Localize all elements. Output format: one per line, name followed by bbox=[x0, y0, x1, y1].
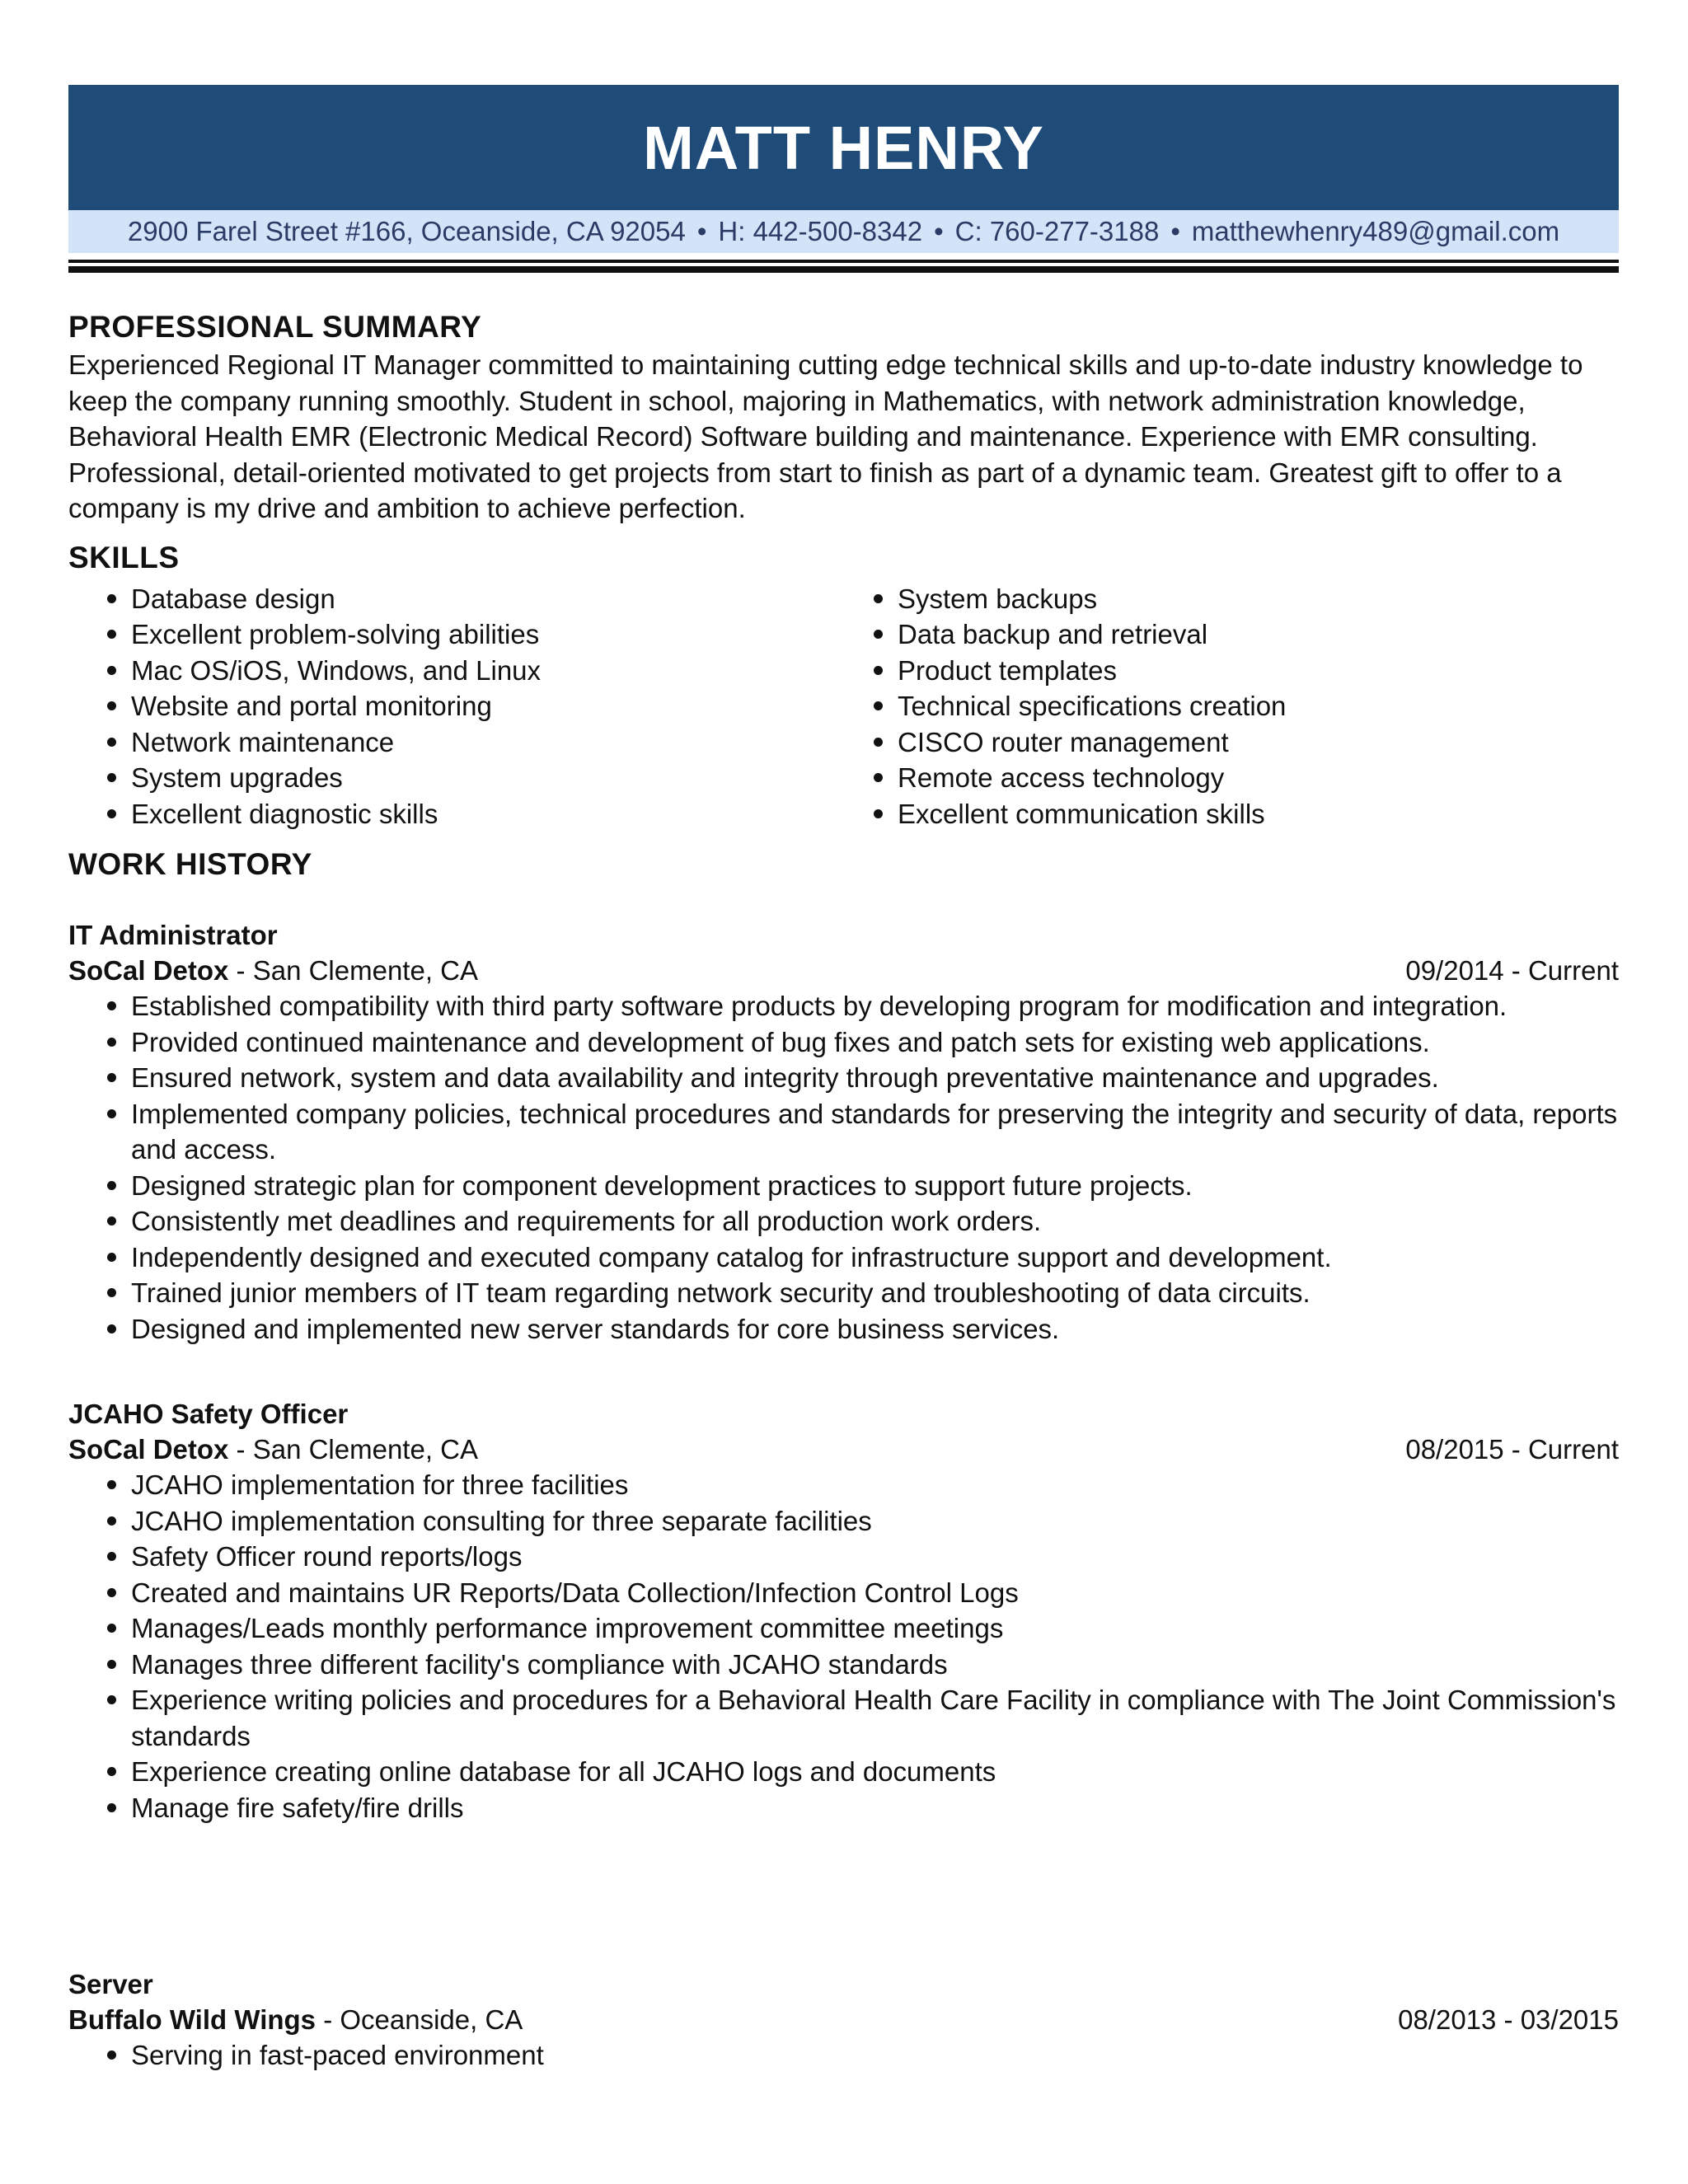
skill-item: Network maintenance bbox=[68, 724, 843, 761]
job-bullet: Implemented company policies, technical procedures and standards for preserving the integrity and security of data, reports and access. bbox=[68, 1096, 1619, 1168]
skill-item: System backups bbox=[835, 581, 1610, 617]
skill-item: Excellent communication skills bbox=[835, 796, 1610, 832]
bullet-separator: • bbox=[696, 216, 707, 246]
address: 2900 Farel Street #166, Oceanside, CA 92054 bbox=[127, 216, 686, 246]
job-bullet: Established compatibility with third party software products by developing program for modification and integration. bbox=[68, 988, 1619, 1024]
job-meta-line bbox=[68, 1432, 1619, 1467]
job-bullets bbox=[68, 988, 1619, 1347]
job-bullets bbox=[68, 2037, 1619, 2074]
job-bullet: Experience creating online database for all JCAHO logs and documents bbox=[68, 1754, 1619, 1790]
skills-heading: SKILLS bbox=[68, 540, 180, 574]
job-title: JCAHO Safety Officer bbox=[68, 1399, 349, 1429]
job-bullet: Created and maintains UR Reports/Data Collection/Infection Control Logs bbox=[68, 1575, 1619, 1611]
skill-item: Remote access technology bbox=[835, 760, 1610, 796]
job-bullet: Independently designed and executed company catalog for infrastructure support and development. bbox=[68, 1240, 1619, 1276]
header-divider-thin bbox=[68, 260, 1619, 263]
job-dates: 08/2013 - 03/2015 bbox=[1398, 2004, 1619, 2035]
skills-list-right bbox=[835, 581, 1610, 832]
bullet-separator: • bbox=[1170, 216, 1180, 246]
skill-item: Website and portal monitoring bbox=[68, 688, 843, 724]
skill-item: Data backup and retrieval bbox=[835, 616, 1610, 653]
company-name: SoCal Detox bbox=[68, 955, 229, 986]
job-meta-line bbox=[68, 2002, 1619, 2037]
job-bullet: Experience writing policies and procedures for a Behavioral Health Care Facility in compliance with The Joint Commission's standards bbox=[68, 1682, 1619, 1754]
job-bullet: Designed and implemented new server standards for core business services. bbox=[68, 1311, 1619, 1347]
candidate-name: MATT HENRY bbox=[643, 113, 1044, 182]
job-bullet: Serving in fast-paced environment bbox=[68, 2037, 1619, 2074]
job-location: - Oceanside, CA bbox=[316, 2004, 523, 2035]
skill-item: Product templates bbox=[835, 653, 1610, 689]
company-name: Buffalo Wild Wings bbox=[68, 2004, 316, 2035]
job-dates: 08/2015 - Current bbox=[1405, 1434, 1619, 1465]
job-title: IT Administrator bbox=[68, 920, 278, 950]
skill-item: Excellent problem-solving abilities bbox=[68, 616, 843, 653]
job-entry bbox=[68, 1966, 1619, 2074]
job-location: - San Clemente, CA bbox=[228, 1434, 478, 1465]
job-entry bbox=[68, 917, 1619, 1347]
skill-item: Mac OS/iOS, Windows, and Linux bbox=[68, 653, 843, 689]
work-section bbox=[68, 845, 1619, 2074]
job-bullet: Designed strategic plan for component development practices to support future projects. bbox=[68, 1168, 1619, 1204]
job-bullet: Safety Officer round reports/logs bbox=[68, 1539, 1619, 1575]
work-heading: WORK HISTORY bbox=[68, 847, 312, 881]
summary-heading: PROFESSIONAL SUMMARY bbox=[68, 310, 482, 344]
skill-item: Database design bbox=[68, 581, 843, 617]
job-meta-line bbox=[68, 953, 1619, 988]
resume-page bbox=[68, 85, 1619, 2074]
job-bullet: Manage fire safety/fire drills bbox=[68, 1790, 1619, 1826]
job-list bbox=[68, 917, 1619, 2074]
name-banner bbox=[68, 85, 1619, 210]
home-phone: H: 442-500-8342 bbox=[718, 216, 923, 246]
skill-item: Excellent diagnostic skills bbox=[68, 796, 843, 832]
job-bullet: Trained junior members of IT team regarding network security and troubleshooting of data circuits. bbox=[68, 1275, 1619, 1311]
job-dates: 09/2014 - Current bbox=[1405, 955, 1619, 986]
skill-item: CISCO router management bbox=[835, 724, 1610, 761]
job-bullet: Consistently met deadlines and requirements for all production work orders. bbox=[68, 1203, 1619, 1240]
job-title: Server bbox=[68, 1969, 153, 1999]
job-bullet: Ensured network, system and data availability and integrity through preventative maintenance and upgrades. bbox=[68, 1060, 1619, 1096]
job-location: - San Clemente, CA bbox=[228, 955, 478, 986]
contact-bar bbox=[68, 210, 1619, 253]
skills-section bbox=[68, 538, 1619, 832]
summary-text: Experienced Regional IT Manager committed to maintaining cutting edge technical skills and up-to-date industry knowledge to keep the company running smoothly. Student in school, majoring in Mathematics, with network administration knowledge, Behavioral Health EMR (Electronic Medical Record) Software building and maintenance. Experience with EMR consulting. Professional, detail-oriented motivated to get projects from start to finish as part of a dynamic team. Greatest gift to offer to a company is my drive and ambition to achieve perfection. bbox=[68, 349, 1583, 523]
job-bullet: Manages/Leads monthly performance improvement committee meetings bbox=[68, 1610, 1619, 1647]
summary-section bbox=[68, 307, 1619, 527]
job-bullet: JCAHO implementation consulting for three separate facilities bbox=[68, 1503, 1619, 1540]
cell-phone: C: 760-277-3188 bbox=[954, 216, 1160, 246]
email[interactable]: matthewhenry489@gmail.com bbox=[1191, 216, 1560, 246]
header-divider-thick bbox=[68, 266, 1619, 273]
job-bullets bbox=[68, 1467, 1619, 1825]
skills-columns bbox=[68, 581, 1619, 832]
company-name: SoCal Detox bbox=[68, 1434, 229, 1465]
job-bullet: JCAHO implementation for three facilities bbox=[68, 1467, 1619, 1503]
job-entry bbox=[68, 1396, 1619, 1825]
employer bbox=[68, 2002, 523, 2037]
skill-item: Technical specifications creation bbox=[835, 688, 1610, 724]
job-bullet: Manages three different facility's compliance with JCAHO standards bbox=[68, 1647, 1619, 1683]
skill-item: System upgrades bbox=[68, 760, 843, 796]
bullet-separator: • bbox=[934, 216, 944, 246]
skills-list-left bbox=[68, 581, 843, 832]
employer bbox=[68, 1432, 478, 1467]
employer bbox=[68, 953, 478, 988]
job-bullet: Provided continued maintenance and development of bug fixes and patch sets for existing web applications. bbox=[68, 1024, 1619, 1061]
